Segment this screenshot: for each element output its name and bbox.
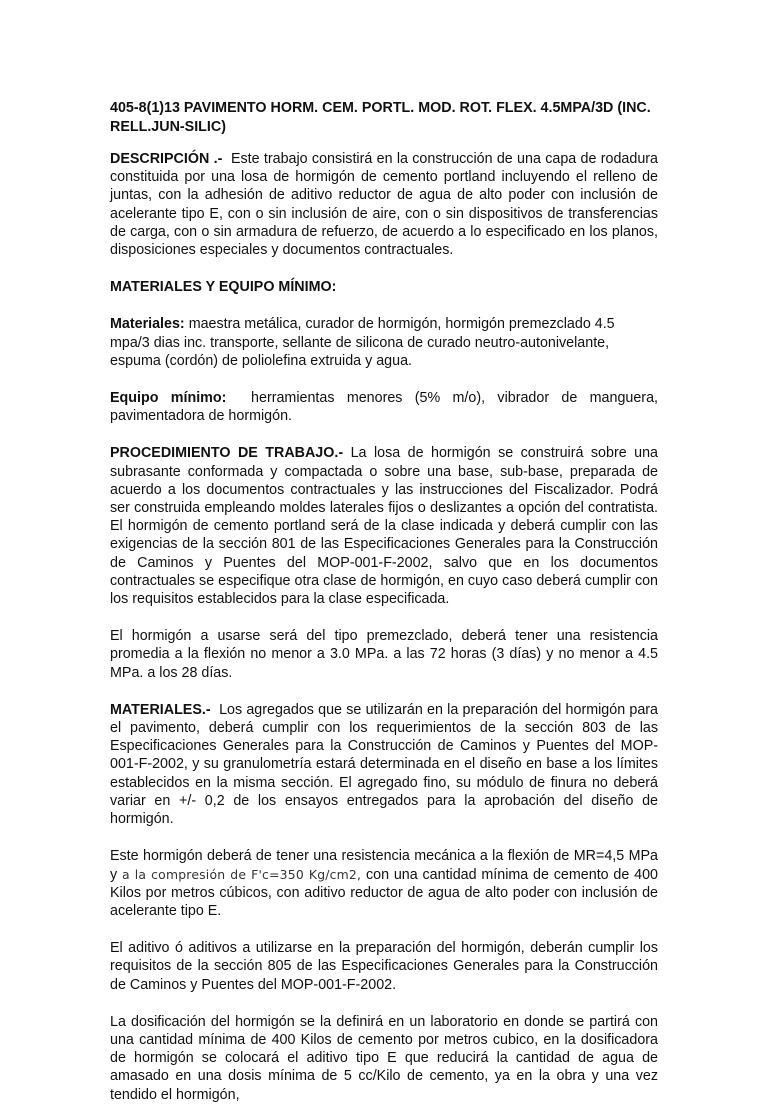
materiales-section-paragraph (110, 701, 658, 828)
materiales-label: Materiales: (110, 316, 185, 333)
resistencia-paragraph (110, 627, 658, 682)
page-title: 405-8(1)13 PAVIMENTO HORM. CEM. PORTL. MOD. ROT. FLEX. 4.5MPA/3D (INC. RELL.JUN-SILIC) (110, 100, 651, 135)
resistencia-mecanica-part1: Este hormigón deberá de tener una resistencia mecánica a la flexión de MR=4,5 MPa y (110, 848, 658, 883)
resistencia-mecanica-paragraph (110, 847, 658, 920)
materiales-section-label: MATERIALES.- (110, 701, 211, 718)
dosificacion-text: La dosificación del hormigón se la definirá en un laboratorio en donde se partirá con una cantidad mínima de 400 Kilos de cemento por metros cubico, en la dosificadora de hormigón se colocará el aditivo tipo E que reducirá la cantidad de agua de amasado en una dosis mínima de 5 cc/Kilo de cemento, ya en la obra y una vez tendido el hormigón, (110, 1013, 658, 1103)
dosificacion-paragraph (110, 1013, 658, 1104)
equipo-text: herramientas menores (5% m/o), vibrador de manguera, pavimentadora de hormigón. (110, 390, 658, 425)
aditivo-paragraph (110, 939, 658, 994)
descripcion-text: Este trabajo consistirá en la construcción de una capa de rodadura constituida por una losa de hormigón de cemento portland incluyendo el relleno de juntas, con la adhesión de aditivo reductor de agua de alto poder con inclusión de acelerante tipo E, con o sin inclusión de aire, con o sin dispositivos de transferencias de carga, con o sin armadura de refuerzo, de acuerdo a lo especificado en los planos, disposiciones especiales y documentos contractuales. (110, 151, 658, 259)
materiales-equipo-heading (110, 278, 658, 296)
materiales-text: maestra metálica, curador de hormigón, hormigón premezclado 4.5 mpa/3 dias inc. transporte, sellante de silicona de curado neutro-autonivelante, espuma (cordón) de poliolefina extruida y agua. (110, 316, 615, 369)
materiales-equipo-heading-text: MATERIALES Y EQUIPO MÍNIMO: (110, 279, 337, 296)
materiales-paragraph (110, 315, 658, 370)
descripcion-paragraph (110, 150, 658, 259)
resistencia-mecanica-part3: con una cantidad mínima de cemento de 400 Kilos por metros cúbicos, con aditivo reductor de agua de alto poder con inclusión de acelerante tipo E. (110, 866, 658, 919)
materiales-section-text: Los agregados que se utilizarán en la preparación del hormigón para el pavimento, deberá cumplir con los requerimientos de la sección 803 de las Especificaciones Generales para la Construcción de Caminos y Puentes del MOP-001-F-2002, y su granulometría estará determinada en el diseño en base a los límites establecidos en la misma sección. El agregado fino, su módulo de finura no deberá variar en +/- 0,2 de los ensayos entregados para la aprobación del diseño de hormigón. (110, 701, 658, 828)
procedimiento-text: La losa de hormigón se construirá sobre una subrasante conformada y compactada o sobre una base, sub-base, preparada de acuerdo a los documentos contractuales y las instrucciones del Fiscalizador. Podrá ser construida empleando moldes laterales fijos o deslizantes a opción del contratista. El hormigón de cemento portland será de la clase indicada y deberá cumplir con las exigencias de la sección 801 de las Especificaciones Generales para la Construcción de Caminos y Puentes del MOP-001-F-2002, salvo que en los documentos contractuales se especifique otra clase de hormigón, en cuyo caso deberá cumplir con los requisitos establecidos para la clase especificada. (110, 445, 658, 608)
resistencia-mecanica-part2: a la compresión de F'c=350 Kg/cm2, (121, 866, 362, 882)
descripcion-label: DESCRIPCIÓN .- (110, 151, 223, 167)
procedimiento-paragraph (110, 444, 658, 608)
equipo-label: Equipo mínimo: (110, 390, 227, 407)
equipo-paragraph (110, 389, 658, 425)
procedimiento-label: PROCEDIMIENTO DE TRABAJO.- (110, 445, 344, 462)
resistencia-text: El hormigón a usarse será del tipo premezclado, deberá tener una resistencia promedia a la flexión no menor a 3.0 MPa. a las 72 horas (3 días) y no menor a 4.5 MPa. a los 28 días. (110, 628, 658, 681)
aditivo-text: El aditivo ó aditivos a utilizarse en la preparación del hormigón, deberán cumplir los requisitos de la sección 805 de las Especificaciones Generales para la Construcción de Caminos y Puentes del MOP-001-F-2002. (110, 940, 658, 993)
